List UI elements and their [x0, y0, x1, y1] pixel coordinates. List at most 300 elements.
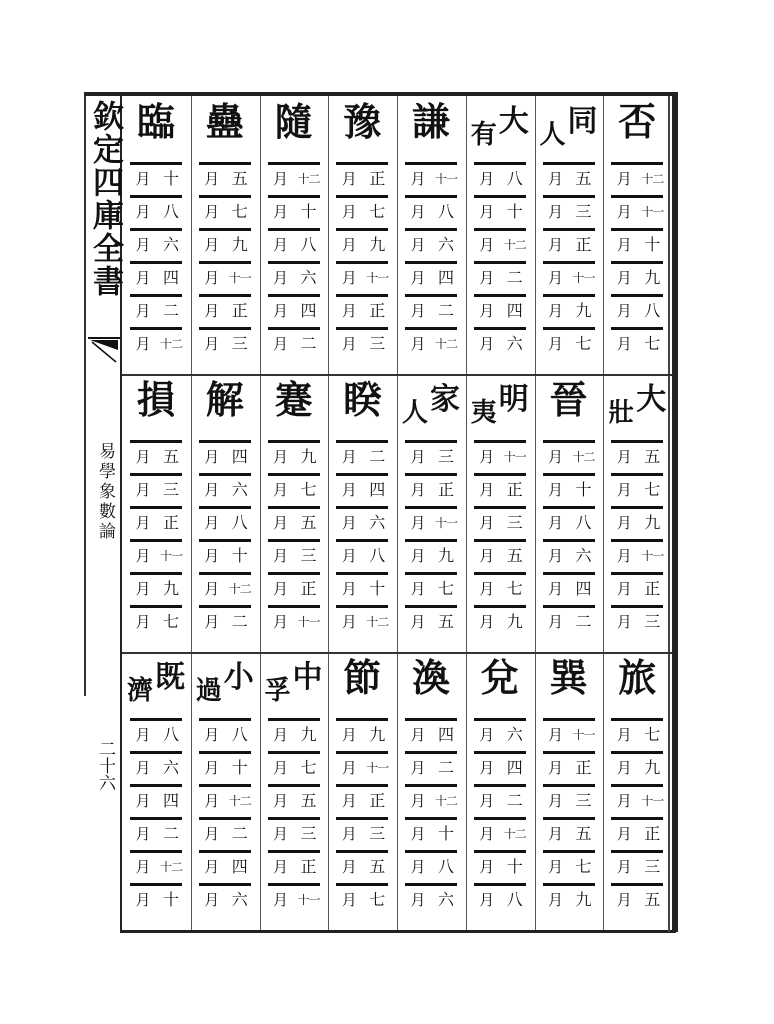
month-label: 月 [479, 170, 495, 188]
month-number: 九 [644, 268, 661, 287]
line-bar [268, 162, 294, 165]
line-bar [130, 784, 156, 787]
month-number: 九 [575, 890, 592, 909]
line-bar [130, 327, 156, 330]
month-number: 六 [162, 758, 179, 777]
month-number: 四 [162, 268, 179, 287]
month-label: 月 [341, 547, 357, 565]
hexagram-char: 孚 [264, 676, 291, 706]
month-number: 七 [575, 334, 592, 353]
month-rows [126, 162, 186, 362]
line-bar [543, 751, 569, 754]
month-number: 八 [506, 169, 523, 188]
month-row [539, 228, 599, 261]
month-row [195, 294, 255, 327]
line-bar [500, 440, 526, 443]
hexagram-cell [535, 96, 603, 370]
line-bar [130, 751, 156, 754]
month-row [195, 440, 255, 473]
month-row [401, 195, 461, 228]
line-bar [199, 195, 225, 198]
month-rows [195, 440, 255, 640]
month-number: 正 [369, 169, 386, 188]
line-bar [362, 817, 388, 820]
month-row [401, 605, 461, 638]
month-label: 月 [135, 236, 151, 254]
line-bar [500, 605, 526, 608]
month-number: 九 [162, 579, 179, 598]
month-label: 月 [479, 514, 495, 532]
book-title: 欽定四庫全書 [87, 100, 123, 298]
line-bar [336, 473, 362, 476]
line-bar [543, 572, 569, 575]
month-label: 月 [547, 891, 563, 909]
month-label: 月 [479, 236, 495, 254]
fishtail-mark [88, 336, 120, 366]
month-label: 月 [204, 792, 220, 810]
line-bar [543, 327, 569, 330]
hexagram-char: 兌 [480, 655, 519, 700]
page-number: 二十六 [95, 740, 115, 791]
line-bar [637, 572, 663, 575]
line-bar [130, 440, 156, 443]
line-bar [225, 294, 251, 297]
month-number: 十二 [297, 172, 320, 186]
hexagram-name [397, 655, 465, 718]
month-number: 十一 [572, 271, 595, 285]
frame-right-rule [672, 96, 678, 932]
line-bar [336, 751, 362, 754]
month-label: 月 [547, 203, 563, 221]
line-bar [637, 195, 663, 198]
month-rows [470, 440, 530, 640]
month-row [539, 440, 599, 473]
month-number: 七 [162, 612, 179, 631]
month-rows [539, 162, 599, 362]
month-number: 七 [575, 857, 592, 876]
line-bar [637, 261, 663, 264]
hexagram-name [397, 380, 465, 440]
month-label: 月 [616, 547, 632, 565]
line-bar [130, 294, 156, 297]
month-label: 月 [479, 203, 495, 221]
month-label: 月 [341, 726, 357, 744]
month-number: 九 [644, 513, 661, 532]
line-bar [130, 572, 156, 575]
month-row [607, 572, 667, 605]
month-label: 月 [616, 580, 632, 598]
month-number: 七 [300, 480, 317, 499]
month-label: 月 [204, 580, 220, 598]
line-bar [405, 850, 431, 853]
month-number: 七 [644, 480, 661, 499]
month-label: 月 [616, 448, 632, 466]
month-row [126, 440, 186, 473]
line-bar [431, 883, 457, 886]
month-row [264, 506, 324, 539]
month-row [607, 294, 667, 327]
month-number: 十一 [297, 615, 320, 629]
month-number: 正 [300, 579, 317, 598]
month-row [332, 850, 392, 883]
hexagram-char: 同 [567, 104, 598, 139]
line-bar [225, 539, 251, 542]
hexagram-char: 明 [498, 382, 529, 417]
month-number: 四 [437, 725, 454, 744]
line-bar [431, 718, 457, 721]
month-label: 月 [410, 170, 426, 188]
hexagram-char: 中 [292, 660, 323, 695]
hexagram-cell [260, 374, 328, 648]
month-label: 月 [135, 448, 151, 466]
line-bar [336, 572, 362, 575]
line-bar [569, 817, 595, 820]
hexagram-name [328, 99, 396, 162]
month-number: 四 [300, 301, 317, 320]
month-number: 九 [506, 612, 523, 631]
month-number: 五 [575, 169, 592, 188]
line-bar [569, 605, 595, 608]
line-bar [268, 718, 294, 721]
month-row [126, 817, 186, 850]
month-row [401, 473, 461, 506]
month-number: 二 [162, 824, 179, 843]
month-number: 九 [437, 546, 454, 565]
month-number: 六 [506, 725, 523, 744]
month-row [401, 751, 461, 784]
hexagram-month-table [122, 96, 672, 930]
month-number: 八 [231, 725, 248, 744]
month-label: 月 [410, 481, 426, 499]
hexagram-char: 既 [155, 660, 185, 695]
line-bar [156, 539, 182, 542]
month-number: 正 [575, 235, 592, 254]
hexagram-name [603, 99, 671, 162]
month-label: 月 [135, 613, 151, 631]
month-label: 月 [135, 547, 151, 565]
month-number: 九 [369, 235, 386, 254]
month-number: 二 [300, 334, 317, 353]
line-bar [336, 883, 362, 886]
month-label: 月 [272, 203, 288, 221]
month-label: 月 [616, 335, 632, 353]
month-row [332, 228, 392, 261]
month-rows [264, 440, 324, 640]
month-number: 九 [300, 447, 317, 466]
month-row [126, 572, 186, 605]
month-rows [607, 162, 667, 362]
line-bar [199, 327, 225, 330]
line-bar [405, 506, 431, 509]
line-bar [611, 506, 637, 509]
line-bar [474, 473, 500, 476]
month-rows [539, 440, 599, 640]
line-bar [294, 784, 320, 787]
line-bar [405, 294, 431, 297]
month-row [470, 784, 530, 817]
line-bar [336, 261, 362, 264]
line-bar [156, 817, 182, 820]
hexagram-name [466, 380, 534, 440]
month-row [264, 883, 324, 916]
month-row [401, 718, 461, 751]
line-bar [294, 539, 320, 542]
month-number: 六 [231, 890, 248, 909]
month-row [470, 261, 530, 294]
month-rows [539, 718, 599, 918]
month-number: 十 [300, 202, 317, 221]
month-row [126, 605, 186, 638]
hexagram-cell [191, 374, 259, 648]
hexagram-char: 豫 [343, 99, 382, 144]
month-number: 十一 [366, 271, 389, 285]
line-bar [569, 327, 595, 330]
line-bar [431, 327, 457, 330]
month-row [264, 718, 324, 751]
month-number: 二 [437, 301, 454, 320]
line-bar [130, 162, 156, 165]
hexagram-cell [191, 96, 259, 370]
line-bar [611, 883, 637, 886]
hexagram-name [535, 377, 603, 440]
hexagram-name [260, 658, 328, 718]
line-bar [611, 784, 637, 787]
month-row [332, 605, 392, 638]
line-bar [156, 440, 182, 443]
month-label: 月 [410, 891, 426, 909]
hexagram-name [535, 102, 603, 162]
month-label: 月 [547, 613, 563, 631]
month-row [332, 261, 392, 294]
line-bar [268, 195, 294, 198]
month-row [470, 850, 530, 883]
hexagram-char: 蹇 [274, 377, 313, 422]
line-bar [336, 506, 362, 509]
month-number: 八 [162, 202, 179, 221]
month-number: 八 [644, 301, 661, 320]
month-number: 十二 [434, 794, 457, 808]
month-row [332, 440, 392, 473]
month-row [126, 751, 186, 784]
month-label: 月 [479, 759, 495, 777]
line-bar [225, 605, 251, 608]
month-number: 七 [369, 890, 386, 909]
month-row [607, 228, 667, 261]
line-bar [474, 506, 500, 509]
month-rows [470, 718, 530, 918]
month-rows [195, 718, 255, 918]
line-bar [199, 718, 225, 721]
line-bar [130, 817, 156, 820]
month-label: 月 [410, 726, 426, 744]
line-bar [268, 751, 294, 754]
month-label: 月 [272, 170, 288, 188]
month-number: 九 [575, 301, 592, 320]
line-bar [268, 539, 294, 542]
hexagram-cell [603, 96, 671, 370]
line-bar [474, 718, 500, 721]
line-bar [156, 195, 182, 198]
line-bar [543, 539, 569, 542]
month-row [332, 506, 392, 539]
month-label: 月 [135, 792, 151, 810]
line-bar [362, 539, 388, 542]
line-bar [431, 817, 457, 820]
line-bar [431, 261, 457, 264]
month-row [126, 506, 186, 539]
month-row [264, 817, 324, 850]
line-bar [543, 473, 569, 476]
hexagram-cell [466, 374, 534, 648]
line-bar [637, 850, 663, 853]
month-row [470, 473, 530, 506]
month-number: 十一 [641, 794, 664, 808]
month-row [264, 605, 324, 638]
month-row [539, 195, 599, 228]
hexagram-char: 人 [401, 398, 428, 428]
month-rows [195, 162, 255, 362]
month-label: 月 [204, 170, 220, 188]
month-rows [332, 162, 392, 362]
month-number: 八 [231, 513, 248, 532]
month-row [401, 784, 461, 817]
line-bar [637, 784, 663, 787]
line-bar [611, 294, 637, 297]
line-bar [611, 162, 637, 165]
line-bar [569, 228, 595, 231]
line-bar [543, 261, 569, 264]
month-number: 十一 [572, 728, 595, 742]
month-number: 正 [644, 579, 661, 598]
line-bar [362, 718, 388, 721]
line-bar [543, 605, 569, 608]
month-number: 三 [437, 447, 454, 466]
line-bar [474, 817, 500, 820]
line-bar [362, 605, 388, 608]
line-bar [474, 850, 500, 853]
line-bar [611, 718, 637, 721]
line-bar [500, 506, 526, 509]
line-bar [336, 162, 362, 165]
month-number: 正 [369, 791, 386, 810]
month-row [264, 294, 324, 327]
month-label: 月 [547, 858, 563, 876]
month-label: 月 [616, 481, 632, 499]
line-bar [500, 784, 526, 787]
month-number: 正 [162, 513, 179, 532]
month-label: 月 [135, 335, 151, 353]
month-rows [607, 440, 667, 640]
hexagram-cell [466, 652, 534, 926]
month-number: 五 [644, 447, 661, 466]
month-label: 月 [479, 891, 495, 909]
hexagram-char: 旅 [618, 655, 657, 700]
line-bar [637, 294, 663, 297]
line-bar [225, 572, 251, 575]
month-number: 六 [506, 334, 523, 353]
month-row [607, 883, 667, 916]
hexagram-char: 節 [343, 655, 382, 700]
month-number: 八 [437, 202, 454, 221]
line-bar [268, 572, 294, 575]
line-bar [637, 162, 663, 165]
month-row [126, 718, 186, 751]
month-number: 十 [437, 824, 454, 843]
line-bar [336, 294, 362, 297]
month-number: 二 [369, 447, 386, 466]
month-label: 月 [410, 580, 426, 598]
line-bar [294, 228, 320, 231]
month-label: 月 [479, 547, 495, 565]
month-row [607, 506, 667, 539]
line-bar [611, 327, 637, 330]
month-number: 五 [369, 857, 386, 876]
line-bar [431, 506, 457, 509]
line-bar [199, 261, 225, 264]
month-number: 三 [575, 791, 592, 810]
hexagram-name [122, 377, 190, 440]
line-bar [500, 162, 526, 165]
month-label: 月 [410, 335, 426, 353]
month-label: 月 [479, 858, 495, 876]
line-bar [569, 261, 595, 264]
month-label: 月 [204, 203, 220, 221]
month-label: 月 [204, 481, 220, 499]
hexagram-name [191, 99, 259, 162]
month-number: 四 [506, 301, 523, 320]
line-bar [543, 506, 569, 509]
line-bar [569, 195, 595, 198]
line-bar [474, 784, 500, 787]
line-bar [199, 850, 225, 853]
line-bar [199, 751, 225, 754]
month-row [401, 294, 461, 327]
line-bar [268, 883, 294, 886]
month-number: 十一 [366, 761, 389, 775]
line-bar [156, 883, 182, 886]
month-label: 月 [204, 236, 220, 254]
line-bar [500, 850, 526, 853]
month-number: 三 [369, 334, 386, 353]
month-row [195, 784, 255, 817]
month-label: 月 [547, 547, 563, 565]
line-bar [268, 261, 294, 264]
month-row [195, 605, 255, 638]
line-bar [405, 327, 431, 330]
month-number: 十二 [228, 582, 251, 596]
frame-bottom-rule [120, 930, 676, 933]
line-bar [225, 228, 251, 231]
month-row [539, 883, 599, 916]
month-number: 七 [369, 202, 386, 221]
line-bar [362, 572, 388, 575]
month-label: 月 [616, 858, 632, 876]
month-label: 月 [204, 269, 220, 287]
line-bar [268, 817, 294, 820]
line-bar [294, 572, 320, 575]
month-number: 七 [644, 725, 661, 744]
hexagram-char: 否 [618, 99, 657, 144]
month-label: 月 [272, 547, 288, 565]
line-bar [225, 162, 251, 165]
month-number: 六 [231, 480, 248, 499]
month-row [126, 327, 186, 360]
month-number: 二 [437, 758, 454, 777]
line-bar [611, 228, 637, 231]
month-row [470, 883, 530, 916]
book-subtitle: 易學象數論 [95, 442, 115, 542]
month-label: 月 [479, 825, 495, 843]
